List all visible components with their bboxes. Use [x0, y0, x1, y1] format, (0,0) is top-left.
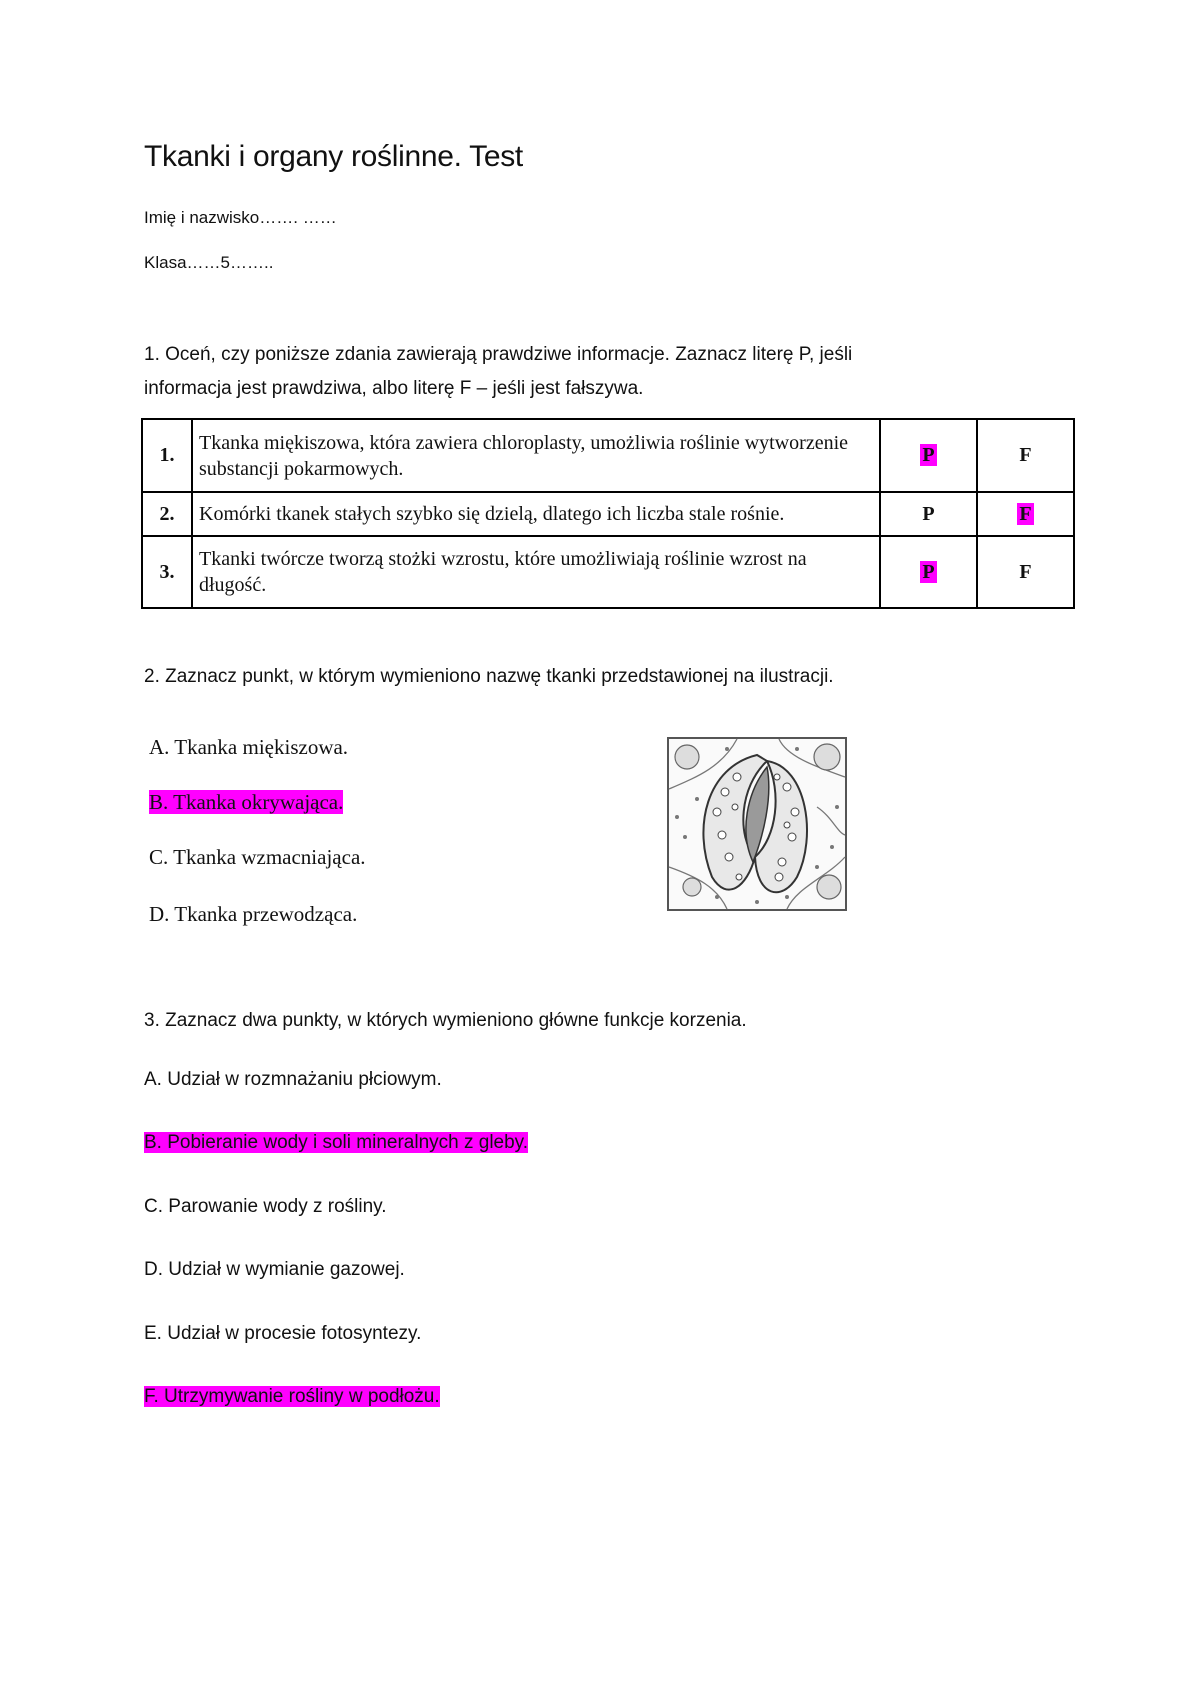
true-false-table	[141, 418, 1075, 609]
option-f[interactable]	[977, 536, 1074, 608]
q2-option-a[interactable]: A. Tkanka miękiszowa.	[149, 735, 349, 759]
answer-f: F	[1019, 502, 1032, 525]
q2-option-b-label: B. Tkanka okrywająca.	[149, 790, 344, 814]
class-field: Klasa……5……..	[144, 253, 274, 272]
row-number: 2.	[142, 492, 192, 536]
option-f[interactable]	[977, 492, 1074, 536]
q3-option-f-label: F. Utrzymywanie rośliny w podłożu.	[144, 1386, 440, 1407]
name-field: Imię i nazwisko……. ……	[144, 208, 337, 227]
row-number: 3.	[142, 536, 192, 608]
option-p[interactable]	[880, 536, 977, 608]
q1-prompt	[144, 338, 852, 406]
row-number: 1.	[142, 419, 192, 492]
q1-number: 1.	[144, 344, 160, 365]
q3-option-a[interactable]: A. Udział w rozmnażaniu płciowym.	[144, 1069, 442, 1090]
answer-p: P	[922, 444, 935, 466]
row-statement: Komórki tkanek stałych szybko się dzielą, dlatego ich liczba stale rośnie.	[192, 492, 880, 536]
table-row	[142, 419, 1074, 492]
option-f[interactable]	[977, 419, 1074, 492]
q1-prompt-line1: Oceń, czy poniższe zdania zawierają prawdziwe informacje. Zaznacz literę P, jeśli	[159, 344, 853, 365]
q1-prompt-line2: informacja jest prawdziwa, albo literę F – jeśli jest fałszywa.	[144, 378, 644, 399]
option-p[interactable]	[880, 492, 977, 536]
q3-option-c[interactable]: C. Parowanie wody z rośliny.	[144, 1196, 387, 1217]
q2-option-b[interactable]	[149, 790, 343, 815]
q3-option-f[interactable]	[144, 1386, 440, 1408]
q2-option-d[interactable]: D. Tkanka przewodząca.	[149, 902, 358, 926]
answer-f: F	[1019, 444, 1032, 466]
table-row	[142, 492, 1074, 536]
stoma-cell-illustration-icon	[667, 737, 847, 911]
q2-option-c[interactable]: C. Tkanka wzmacniająca.	[149, 845, 366, 869]
table-row	[142, 536, 1074, 608]
row-statement: Tkanki twórcze tworzą stożki wzrostu, które umożliwiają roślinie wzrost na długość.	[192, 536, 880, 608]
row-statement: Tkanka miękiszowa, która zawiera chloroplasty, umożliwia roślinie wytworzenie substancji pokarmowych.	[192, 419, 880, 492]
answer-f: F	[1019, 560, 1032, 583]
answer-p: P	[922, 502, 935, 525]
option-p[interactable]	[880, 419, 977, 492]
q3-option-b-label: B. Pobieranie wody i soli mineralnych z gleby.	[144, 1132, 529, 1153]
page-title: Tkanki i organy roślinne. Test	[144, 140, 523, 173]
q2-prompt: 2. Zaznacz punkt, w którym wymieniono nazwę tkanki przedstawionej na ilustracji.	[144, 666, 834, 687]
answer-p: P	[922, 560, 935, 583]
q3-prompt: 3. Zaznacz dwa punkty, w których wymieniono główne funkcje korzenia.	[144, 1010, 747, 1031]
q3-option-d[interactable]: D. Udział w wymianie gazowej.	[144, 1259, 405, 1280]
q3-option-b[interactable]	[144, 1132, 528, 1154]
q3-option-e[interactable]: E. Udział w procesie fotosyntezy.	[144, 1323, 422, 1344]
